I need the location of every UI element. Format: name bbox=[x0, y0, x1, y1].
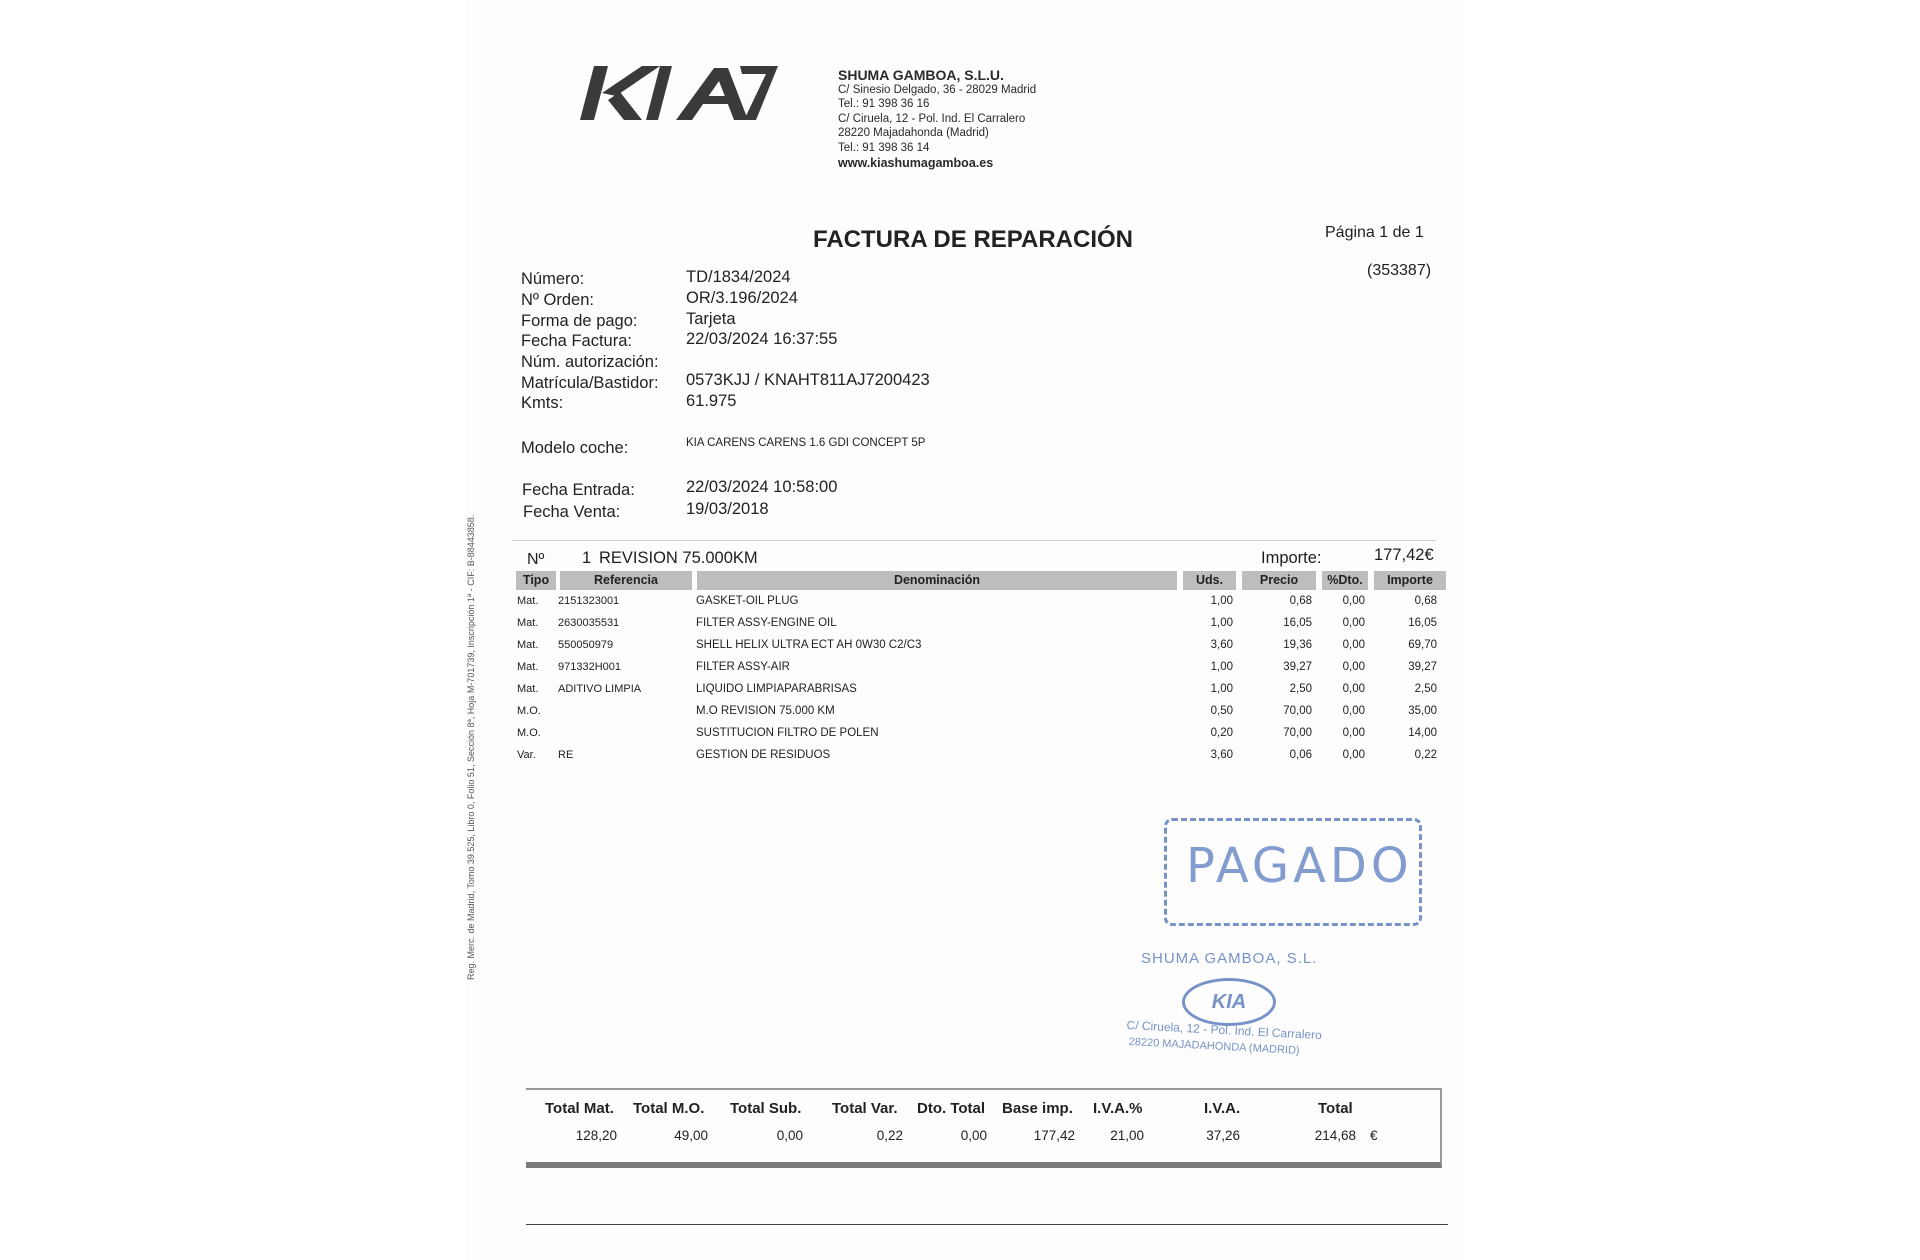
iva-pct-value: 21,00 bbox=[1110, 1128, 1144, 1143]
field-value: 0573KJJ / KNAHT811AJ7200423 bbox=[686, 371, 930, 389]
cell-uds: 1,00 bbox=[1210, 683, 1233, 695]
col-header-uds: Uds. bbox=[1183, 571, 1236, 590]
kia-logo bbox=[580, 62, 780, 124]
cell-tipo: Mat. bbox=[517, 595, 539, 607]
total-sub-label: Total Sub. bbox=[730, 1100, 802, 1117]
field-value: Tarjeta bbox=[686, 310, 736, 328]
total-var-label: Total Var. bbox=[832, 1100, 898, 1117]
paid-stamp-text: PAGADO bbox=[1186, 838, 1413, 894]
col-header-tipo: Tipo bbox=[516, 571, 556, 590]
cell-denominacion: SHELL HELIX ULTRA ECT AH 0W30 C2/C3 bbox=[696, 639, 922, 651]
col-header-referencia: Referencia bbox=[560, 571, 692, 590]
iva-pct-label: I.V.A.% bbox=[1093, 1100, 1143, 1117]
cell-tipo: Var. bbox=[517, 749, 536, 761]
cell-precio: 16,05 bbox=[1283, 617, 1312, 629]
field-value: OR/3.196/2024 bbox=[686, 289, 798, 307]
cell-uds: 1,00 bbox=[1210, 595, 1233, 607]
cell-denominacion: LIQUIDO LIMPIAPARABRISAS bbox=[696, 683, 857, 695]
total-sub-value: 0,00 bbox=[776, 1128, 803, 1143]
currency-symbol: € bbox=[1370, 1128, 1378, 1143]
cell-denominacion: M.O REVISION 75.000 KM bbox=[696, 705, 835, 717]
cell-importe: 0,68 bbox=[1414, 595, 1437, 607]
field-value: 22/03/2024 16:37:55 bbox=[686, 330, 838, 348]
table-row bbox=[0, 661, 1920, 683]
field-label: Núm. autorización: bbox=[521, 353, 659, 371]
field-label: Forma de pago: bbox=[521, 312, 638, 330]
seal-line: 28220 MAJADAHONDA (MADRID) bbox=[1128, 1036, 1300, 1057]
cell-referencia: ADITIVO LIMPIA bbox=[558, 683, 642, 695]
field-value: KIA CARENS CARENS 1.6 GDI CONCEPT 5P bbox=[686, 437, 926, 449]
cell-uds: 3,60 bbox=[1210, 749, 1233, 761]
cell-dto: 0,00 bbox=[1342, 727, 1365, 739]
field-label: Fecha Factura: bbox=[521, 332, 632, 350]
company-block bbox=[838, 68, 1036, 170]
cell-importe: 35,00 bbox=[1408, 705, 1437, 717]
cell-dto: 0,00 bbox=[1342, 595, 1365, 607]
total-mat-value: 128,20 bbox=[575, 1128, 617, 1143]
seal-line: C/ Ciruela, 12 - Pol. Ind. El Carralero bbox=[1126, 1018, 1323, 1043]
cell-importe: 14,00 bbox=[1408, 727, 1437, 739]
iva-label: I.V.A. bbox=[1204, 1100, 1241, 1117]
cell-uds: 0,50 bbox=[1210, 705, 1233, 717]
cell-importe: 16,05 bbox=[1408, 617, 1437, 629]
table-row bbox=[0, 683, 1920, 705]
table-row bbox=[0, 617, 1920, 639]
company-line: C/ Ciruela, 12 - Pol. Ind. El Carralero bbox=[838, 112, 1026, 125]
cell-importe: 2,50 bbox=[1414, 683, 1437, 695]
cell-denominacion: GESTION DE RESIDUOS bbox=[696, 749, 831, 761]
cell-precio: 70,00 bbox=[1283, 727, 1312, 739]
bottom-rule bbox=[526, 1224, 1448, 1225]
table-row bbox=[0, 595, 1920, 617]
cell-dto: 0,00 bbox=[1342, 639, 1365, 651]
base-imp-value: 177,42 bbox=[1033, 1128, 1075, 1143]
cell-importe: 0,22 bbox=[1414, 749, 1437, 761]
col-header-precio: Precio bbox=[1242, 571, 1316, 590]
invoice-code: (353387) bbox=[1367, 262, 1432, 279]
dto-total-label: Dto. Total bbox=[917, 1100, 986, 1117]
cell-uds: 0,20 bbox=[1210, 727, 1233, 739]
cell-dto: 0,00 bbox=[1342, 749, 1365, 761]
field-label: Matrícula/Bastidor: bbox=[521, 374, 659, 392]
cell-tipo: Mat. bbox=[517, 617, 539, 629]
company-line: C/ Sinesio Delgado, 36 - 28029 Madrid bbox=[838, 83, 1037, 96]
cell-precio: 0,68 bbox=[1289, 595, 1312, 607]
company-name: SHUMA GAMBOA, S.L.U. bbox=[838, 67, 1004, 83]
col-header-dto: %Dto. bbox=[1322, 571, 1368, 590]
invoice-title: FACTURA DE REPARACIÓN bbox=[813, 226, 1134, 253]
page-number: Página 1 de 1 bbox=[1325, 224, 1424, 241]
company-line: 28220 Majadahonda (Madrid) bbox=[838, 127, 989, 140]
iva-value: 37,26 bbox=[1206, 1128, 1240, 1143]
table-row bbox=[0, 705, 1920, 727]
cell-precio: 39,27 bbox=[1283, 661, 1312, 673]
cell-dto: 0,00 bbox=[1342, 705, 1365, 717]
cell-importe: 39,27 bbox=[1408, 661, 1437, 673]
cell-importe: 69,70 bbox=[1408, 639, 1437, 651]
cell-referencia: 550050979 bbox=[558, 639, 614, 651]
seal-name: SHUMA GAMBOA, S.L. bbox=[1141, 950, 1318, 967]
dto-total-value: 0,00 bbox=[960, 1128, 987, 1143]
table-row bbox=[0, 749, 1920, 771]
field-label: Número: bbox=[521, 270, 585, 288]
field-value: 19/03/2018 bbox=[686, 500, 769, 518]
cell-uds: 1,00 bbox=[1210, 617, 1233, 629]
registry-text: Reg. Merc. de Madrid, Tomo 39.525, Libro 0, Folio 51, Sección 8ª, Hoja M-701739, Inscripción 1ª - CIF: B-88443858. bbox=[466, 514, 476, 980]
company-web: www.kiashumagamboa.es bbox=[838, 155, 994, 170]
field-value: 22/03/2024 10:58:00 bbox=[686, 478, 838, 496]
cell-tipo: Mat. bbox=[517, 639, 539, 651]
field-label: Nº Orden: bbox=[521, 291, 594, 309]
cell-tipo: M.O. bbox=[517, 705, 541, 717]
cell-denominacion: SUSTITUCION FILTRO DE POLEN bbox=[696, 727, 879, 739]
cell-referencia: 971332H001 bbox=[558, 661, 622, 673]
importe-value: 177,42€ bbox=[1374, 546, 1434, 564]
cell-dto: 0,00 bbox=[1342, 661, 1365, 673]
col-header-importe: Importe bbox=[1374, 571, 1446, 590]
cell-referencia: RE bbox=[558, 749, 574, 761]
field-value: 61.975 bbox=[686, 392, 737, 410]
field-label: Fecha Entrada: bbox=[522, 481, 635, 499]
col-header-denominacion: Denominación bbox=[697, 571, 1177, 590]
total-label: Total bbox=[1318, 1100, 1353, 1117]
field-label: Kmts: bbox=[521, 394, 564, 412]
cell-precio: 19,36 bbox=[1283, 639, 1312, 651]
field-value: TD/1834/2024 bbox=[686, 268, 791, 286]
line-n-value: 1 bbox=[582, 549, 592, 567]
cell-dto: 0,00 bbox=[1342, 683, 1365, 695]
cell-denominacion: GASKET-OIL PLUG bbox=[696, 595, 799, 607]
field-label: Fecha Venta: bbox=[523, 503, 621, 521]
cell-precio: 70,00 bbox=[1283, 705, 1312, 717]
cell-precio: 2,50 bbox=[1289, 683, 1312, 695]
cell-dto: 0,00 bbox=[1342, 617, 1365, 629]
table-row bbox=[0, 639, 1920, 661]
total-mat-label: Total Mat. bbox=[545, 1100, 614, 1117]
total-mo-label: Total M.O. bbox=[633, 1100, 705, 1117]
total-var-value: 0,22 bbox=[876, 1128, 903, 1143]
cell-tipo: M.O. bbox=[517, 727, 541, 739]
total-value: 214,68 bbox=[1314, 1128, 1356, 1143]
cell-referencia: 2151323001 bbox=[558, 595, 620, 607]
cell-tipo: Mat. bbox=[517, 661, 539, 673]
line-n-label: Nº bbox=[527, 551, 545, 568]
cell-referencia: 2630035531 bbox=[558, 617, 620, 629]
importe-label: Importe: bbox=[1261, 549, 1322, 567]
line-description: REVISION 75.000KM bbox=[599, 549, 758, 567]
cell-tipo: Mat. bbox=[517, 683, 539, 695]
total-mo-value: 49,00 bbox=[674, 1128, 708, 1143]
table-row bbox=[0, 727, 1920, 749]
base-imp-label: Base imp. bbox=[1002, 1100, 1073, 1117]
field-label: Modelo coche: bbox=[521, 439, 629, 457]
cell-uds: 1,00 bbox=[1210, 661, 1233, 673]
cell-precio: 0,06 bbox=[1289, 749, 1312, 761]
cell-uds: 3,60 bbox=[1210, 639, 1233, 651]
company-line: Tel.: 91 398 36 16 bbox=[838, 98, 930, 111]
seal-kia-logo: KIA bbox=[1182, 978, 1276, 1026]
cell-denominacion: FILTER ASSY-AIR bbox=[696, 661, 790, 673]
cell-denominacion: FILTER ASSY-ENGINE OIL bbox=[696, 617, 837, 629]
company-line: Tel.: 91 398 36 14 bbox=[838, 141, 930, 154]
